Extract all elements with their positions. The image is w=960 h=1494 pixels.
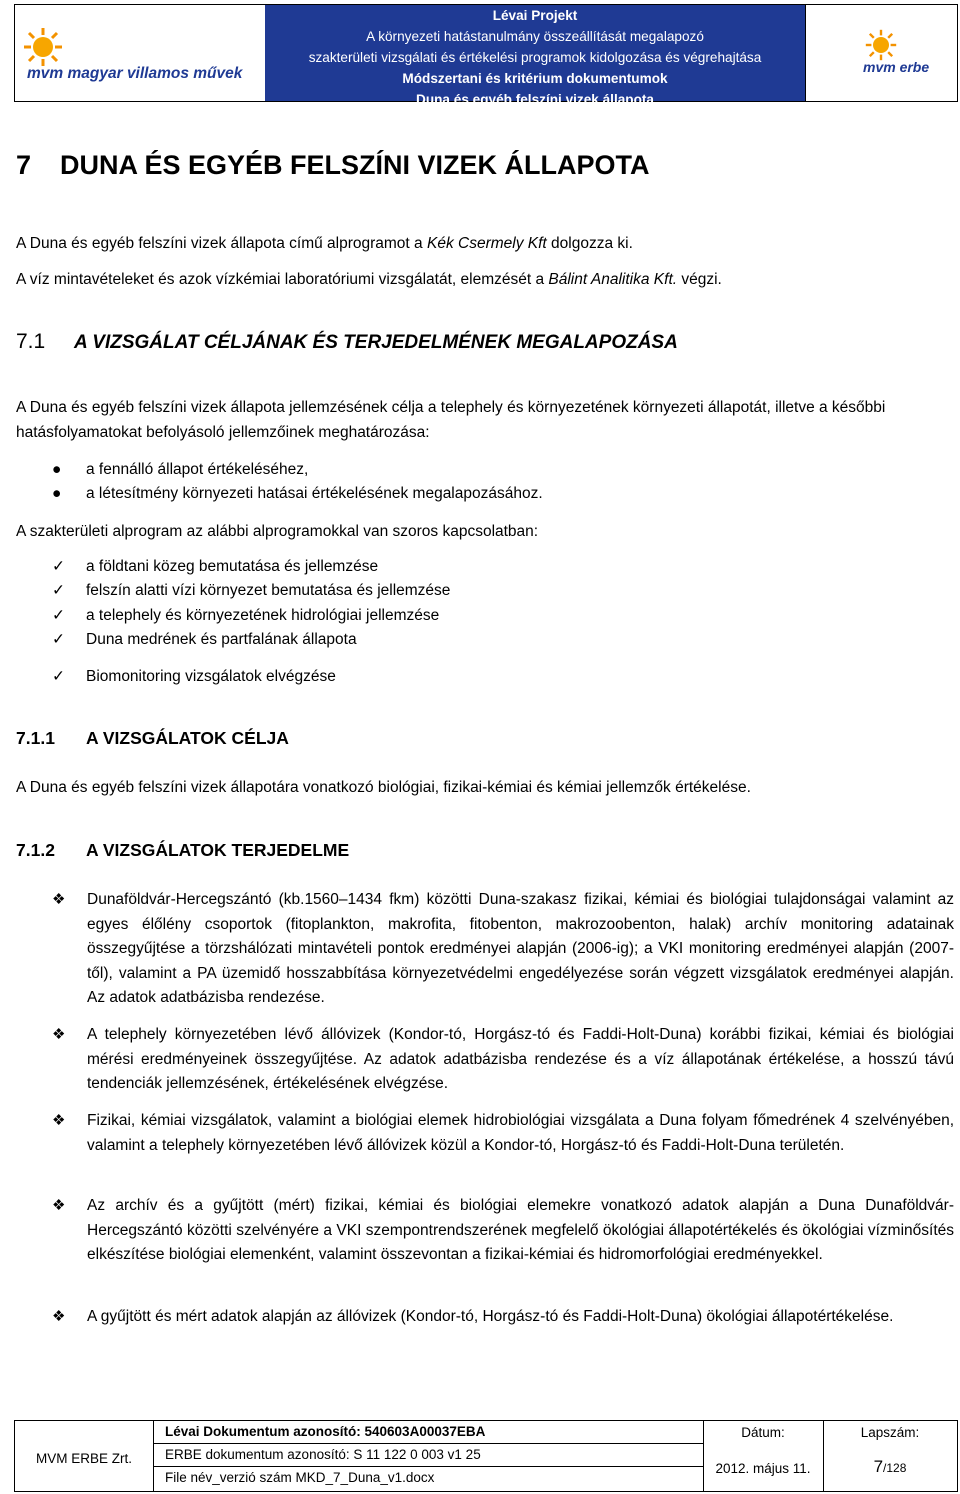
checkmark-icon: ✓ — [52, 558, 65, 575]
list-item-text: Fizikai, kémiai vizsgálatok, valamint a biológiai elemek hidrobiológiai vizsgálata a Duna folyam főmedrének 4 szelvényében, valamint a telephely környezetében lévő állóvizek közül a Kondor-tó, Horgász-tó és Faddi-Holt-Duna területén. — [87, 1112, 954, 1154]
footer-erbe-id: ERBE dokumentum azonosító: S 11 122 0 003 v1 25 — [153, 1444, 703, 1467]
section-title: A VIZSGÁLAT CÉLJÁNAK ÉS TERJEDELMÉNEK MEGALAPOZÁSA — [74, 332, 678, 353]
bullet-dot-icon: ● — [52, 461, 62, 478]
list-item-text: felszín alatti vízi környezet bemutatása és jellemzése — [86, 582, 451, 599]
list-item-text: Biomonitoring vizsgálatok elvégzése — [86, 668, 336, 685]
checkmark-icon: ✓ — [52, 607, 65, 624]
list-item-text: a földtani közeg bemutatása és jellemzése — [86, 558, 379, 575]
footer-id-cell — [153, 1421, 704, 1491]
header-line-2: A környezeti hatástanulmány összeállítását megalapozó — [366, 29, 704, 44]
footer-page-cell — [823, 1421, 957, 1491]
diamond-bullet-icon: ❖ — [52, 1026, 66, 1043]
diamond-bullet-icon: ❖ — [52, 1308, 66, 1325]
page-number: 7 — [873, 1457, 884, 1476]
list-item-text: Az archív és a gyűjtött (mért) fizikai, kémiai és biológiai elemekre vonatkozó adatok alapján a Duna Dunaföldvár-Hercegszántó közötti szelvényére a VKI szempontrendszerének megfelelő ökológiai állapotértékelés és ökológiai vízminősítés elkészítése biológiai elemenként, valamint összevontan a fizikai-kémiai és hidromorfológiai eredményekkel. — [87, 1197, 954, 1264]
checkmark-icon: ✓ — [52, 582, 65, 599]
subsection-number: 7.1.1 — [16, 728, 55, 748]
intro-paragraph-2 — [16, 268, 944, 293]
footer-company-cell — [15, 1421, 154, 1491]
page-total: /128 — [883, 1461, 907, 1475]
subsection-title: A VIZSGÁLATOK CÉLJA — [86, 728, 289, 748]
section-7-1-paragraph-2: A szakterületi alprogram az alábbi alprogramokkal van szoros kapcsolatban: — [16, 523, 539, 540]
mvm-erbe-logo: mvm erbe — [863, 59, 930, 75]
footer-filename: File név_verzió szám MKD_7_Duna_v1.docx — [165, 1470, 435, 1485]
header-title-cell — [265, 5, 806, 107]
header-line-3: szakterületi vizsgálati és értékelési programok kidolgozása és végrehajtása — [308, 50, 762, 65]
diamond-bullet-icon: ❖ — [52, 1197, 66, 1214]
sun-logo-icon — [865, 29, 897, 61]
footer-page-number — [823, 1457, 957, 1477]
intro-text: A Duna és egyéb felszíni vizek állapota című alprogramot a — [16, 235, 427, 252]
bullet-dot-icon: ● — [52, 485, 62, 502]
subsection-heading-7-1-2 — [16, 840, 349, 861]
checkmark-icon: ✓ — [52, 631, 65, 648]
list-item-text: Duna medrének és partfalának állapota — [86, 631, 357, 648]
list-item-text: a telephely és környezetének hidrológiai jellemzése — [86, 607, 440, 624]
intro-text: A víz mintavételeket és azok vízkémiai laboratóriumi vizsgálatát, elemzését a — [16, 271, 549, 288]
footer-levai-id: Lévai Dokumentum azonosító: 540603A00037EBA — [153, 1421, 703, 1444]
intro-text: dolgozza ki. — [546, 235, 633, 252]
chapter-title: DUNA ÉS EGYÉB FELSZÍNI VIZEK ÁLLAPOTA — [60, 150, 650, 180]
checkmark-icon: ✓ — [52, 668, 65, 685]
section-heading-7-1 — [16, 330, 678, 354]
left-logo-cell — [15, 5, 266, 101]
right-logo-cell — [805, 5, 957, 101]
list-item-text: a létesítmény környezeti hatásai értékelésének megalapozásához. — [86, 485, 543, 502]
section-number: 7.1 — [16, 330, 46, 353]
list-item-text: A telephely környezetében lévő állóvizek (Kondor-tó, Horgász-tó és Faddi-Holt-Duna) korábbi fizikai, kémiai és biológiai mérési eredményeinek összegyűjtése. Az adatok adatbázisba rendezése és a víz állapotának értékelése, a hosszú távú tendenciák jellemzésének, értékelésének elvégzése. — [87, 1026, 954, 1093]
subsection-title: A VIZSGÁLATOK TERJEDELME — [86, 840, 350, 860]
page-header — [14, 4, 958, 107]
diamond-bullet-icon: ❖ — [52, 1112, 66, 1129]
chapter-number: 7 — [16, 150, 32, 180]
sun-logo-icon — [23, 27, 63, 67]
company-name: Bálint Analitika Kft. — [548, 271, 678, 288]
list-item-text: Dunaföldvár-Hercegszántó (kb.1560–1434 fkm) közötti Duna-szakasz fizikai, kémiai és biológiai tulajdonságai valamint az egyes élőlény csoportok (fitoplankton, makrofita, fitobenton, makrozoobenton, halak) archív monitoring adatainak összegyűjtése a törzshálózati mintavételi pontok eredményei alapján (2006-ig); a VKI monitoring eredményei alapján (2007-től), valamint a PA üzemidő hosszabbítása környezetvédelmi engedélyezése során végzett vizsgálatok eredményei alapján. Az adatok adatbázisba rendezése. — [87, 891, 954, 1007]
intro-text: végzi. — [677, 271, 722, 288]
mvm-magyar-villamos-muvek-logo: mvm magyar villamos művek — [27, 65, 243, 82]
header-line-4: Módszertani és kritérium dokumentumok — [402, 71, 668, 86]
footer-date-cell — [703, 1421, 824, 1491]
subsection-heading-7-1-1 — [16, 728, 289, 749]
subsection-number: 7.1.2 — [16, 840, 55, 860]
section-7-1-paragraph: A Duna és egyéb felszíni vizek állapota jellemzésének célja a telephely és környezetének környezeti állapotát, illetve a későbbi hatásfolyamatokat befolyásoló jellemzőinek meghatározása: — [16, 399, 886, 441]
footer-company: MVM ERBE Zrt. — [35, 1451, 132, 1466]
company-name: Kék Csermely Kft — [426, 235, 547, 252]
diamond-bullet-icon: ❖ — [52, 891, 66, 908]
list-item-text: a fennálló állapot értékeléséhez, — [86, 461, 309, 478]
footer-date-label: Dátum: — [741, 1425, 785, 1440]
page-footer — [14, 1420, 958, 1492]
intro-paragraph-1 — [16, 232, 944, 257]
header-line-project: Lévai Projekt — [492, 8, 578, 23]
footer-date: 2012. május 11. — [715, 1461, 811, 1476]
header-line-5: Duna és egyéb felszíni vizek állapota — [416, 92, 654, 107]
section-7-1-1-paragraph: A Duna és egyéb felszíni vizek állapotára vonatkozó biológiai, fizikai-kémiai és kémiai jellemzők értékelése. — [16, 779, 751, 796]
list-item-text: A gyűjtött és mért adatok alapján az állóvizek (Kondor-tó, Horgász-tó és Faddi-Holt-Duna) ökológiai állapotértékelése. — [87, 1308, 894, 1325]
footer-page-label: Lapszám: — [860, 1425, 920, 1440]
chapter-heading — [16, 150, 650, 181]
